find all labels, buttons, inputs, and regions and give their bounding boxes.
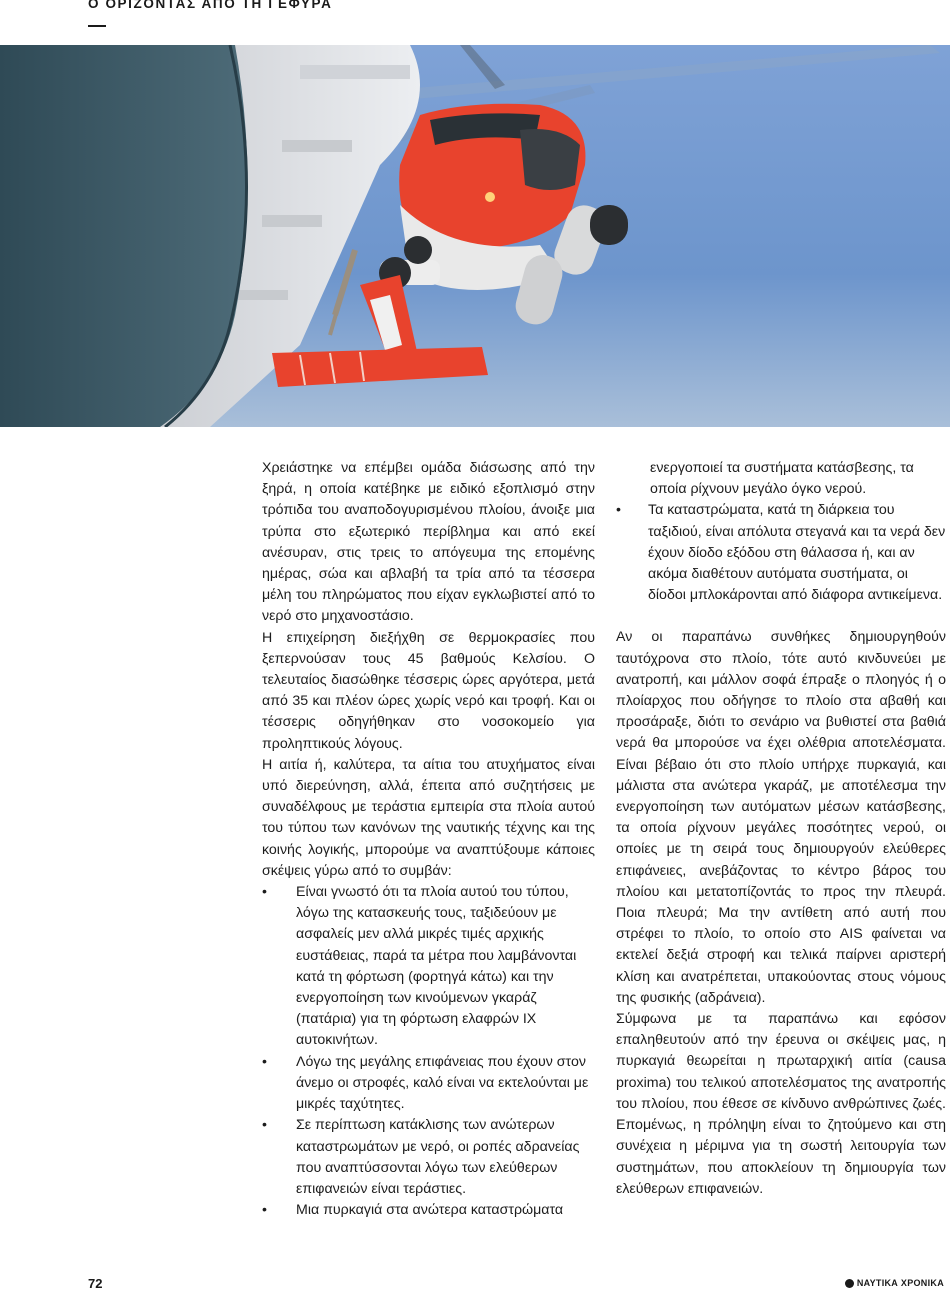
paragraph: Η επιχείρηση διεξήχθη σε θερμοκρασίες που ξεπερνούσαν τους 45 βαθμούς Κελσίου. Ο τελευταίος διασώθηκε τέσσερις ώρες αργότερα, μετά από 35 και πλέον ώρες χωρίς νερό και τροφή. Και οι τέσσερις οδηγήθηκαν στο νοσοκομείο για προληπτικούς λόγους. xyxy=(262,629,595,752)
paragraph: Αν οι παραπάνω συνθήκες δημιουργηθούν ταυτόχρονα στο πλοίο, τότε αυτό κινδυνεύει με ανατροπή, και μάλλον σοφά έπραξε ο πλοηγός ή ο πλοίαρχος που οδήγησε το πλοίο στα αβαθή και προσάραξε, διότι το σενάριο να βυθιστεί στα βαθιά νερά θα μπορούσε να έχει ολέθρια αποτελέσματα. Είναι βέβαιο ότι στο πλοίο υπήρχε πυρκαγιά, και μάλιστα στα ανώτερα γκαράζ, με αποτέλεσμα την ενεργοποίηση των αυτόματων μέσων κατάσβεσης, τα οποία ρίχνουν μεγάλες ποσότητες νερού, οι οποίες με τη σειρά τους δημιουργούν ελεύθερες επιφάνειες, ανεβάζοντας το κέντρο βάρος του πλοίου και μετατοπίζοντάς το προς την πλευρά. Ποια πλευρά; Μα την αντίθετη από αυτή που στρέφει το πλοίο, το οποίο στο AIS φαίνεται να εκτελεί δεξιά στροφή και τελικά παίρνει αριστερή κλίση και ανατρέπεται, υπακούοντας στους νόμους της φυσικής (αδράνεια). xyxy=(616,629,946,1006)
list-item: • Μια πυρκαγιά στα ανώτερα καταστρώματα xyxy=(262,1200,595,1221)
paragraph: Η αιτία ή, καλύτερα, τα αίτια του ατυχήματος είναι υπό διερεύνηση, αλλά, έπειτα από συζητήσεις με συναδέλφους με τεράστια εμπειρία στα πλοία αυτού του τύπου των κανόνων της ναυτικής τέχνης και της κοινής λογικής, μπορούμε να αναπτύξουμε κάποιες σκέψεις γύρω από το συμβάν: xyxy=(262,756,595,879)
list-item: • Είναι γνωστό ότι τα πλοία αυτού του τύπου, λόγω της κατασκευής τους, ταξιδεύουν με ασφαλείς μεν αλλά μικρές τιμές αρχικής ευστάθειας, παρά τα μέτρα που λαμβάνονται κατά τη φόρτωση (φορτηγά κάτω) και την ενεργοποίηση των κινούμενων γκαράζ (πατάρια) για τη φόρτωση ελαφρών ΙΧ αυτοκινήτων. xyxy=(262,884,577,1049)
bullet-icon: • xyxy=(262,1202,267,1219)
left-column xyxy=(262,458,595,1221)
bullet-list xyxy=(262,882,595,1221)
list-item: • Σε περίπτωση κατάκλισης των ανώτερων καταστρωμάτων με νερό, οι ροπές αδρανείας που αναπτύσσονται λόγω των ελεύθερων επιφανειών είναι τεράστιες. xyxy=(262,1117,580,1197)
list-item: • Τα καταστρώματα, κατά τη διάρκεια του ταξιδιού, είναι απόλυτα στεγανά και τα νερά δεν έχουν δίοδο εξόδου στη θάλασσα ή, και αν ακόμα διαθέτουν αυτόματα συστήματα, οι δίοδοι μπλοκάρονται από διάφορα αντικείμενα. xyxy=(616,502,946,604)
helicopter-photo xyxy=(0,45,950,427)
list-continuation: ενεργοποιεί τα συστήματα κατάσβεσης, τα οποία ρίχνουν μεγάλο όγκο νερού. xyxy=(650,460,914,498)
paragraph: Σύμφωνα με τα παραπάνω και εφόσον επαληθευτούν από την έρευνα οι σκέψεις μας, η πυρκαγιά θεωρείται η πρωταρχική αιτία (causa proxima) του τελικού αποτελέσματος της ανατροπής του πλοίου, που έθεσε σε κίνδυνο ανθρώπινες ζωές. Επομένως, η πρόληψη είναι το ζητούμενο και στη συνέχεια η μέριμνα για τη σωστή λειτουργία των συστημάτων, που αποκλείουν τη δημιουργία των ελεύθερων επιφανειών. xyxy=(616,1011,946,1197)
brand-footer xyxy=(845,1278,944,1288)
bullet-icon: • xyxy=(616,502,621,519)
paragraph: Χρειάστηκε να επέμβει ομάδα διάσωσης από την ξηρά, η οποία κατέβηκε με ειδικό εξοπλισμό στην τρόπιδα του αναποδογυρισμένου πλοίου, άνοιξε μια τρύπα στο εξωτερικό περίβλημα και από εκεί ανέσυραν, στις τρεις το απόγευμα της επομένης ημέρας, σώα και αβλαβή τα τρία από τα τέσσερα μέλη του πληρώματος που είχαν εγκλωβιστεί από το νερό στο μηχανοστάσιο. xyxy=(262,460,595,625)
bullet-icon: • xyxy=(262,1053,267,1070)
brand-logo-icon xyxy=(845,1279,854,1288)
brand-name: ΝΑΥΤΙΚΑ ΧΡΟΝΙΚΑ xyxy=(856,1278,944,1288)
section-title: Ο ΟΡΙΖΟΝΤΑΣ ΑΠΟ ΤΗ ΓΕΦΥΡΑ xyxy=(88,0,333,11)
title-dash xyxy=(88,25,106,27)
bullet-list xyxy=(616,500,946,606)
bullet-icon: • xyxy=(262,1117,267,1134)
page-number: 72 xyxy=(88,1276,103,1291)
right-column xyxy=(616,458,946,1200)
list-item: • Λόγω της μεγάλης επιφάνειας που έχουν στον άνεμο οι στροφές, καλό είναι να εκτελούνται με μικρές ταχύτητες. xyxy=(262,1053,589,1113)
bullet-icon: • xyxy=(262,884,267,901)
